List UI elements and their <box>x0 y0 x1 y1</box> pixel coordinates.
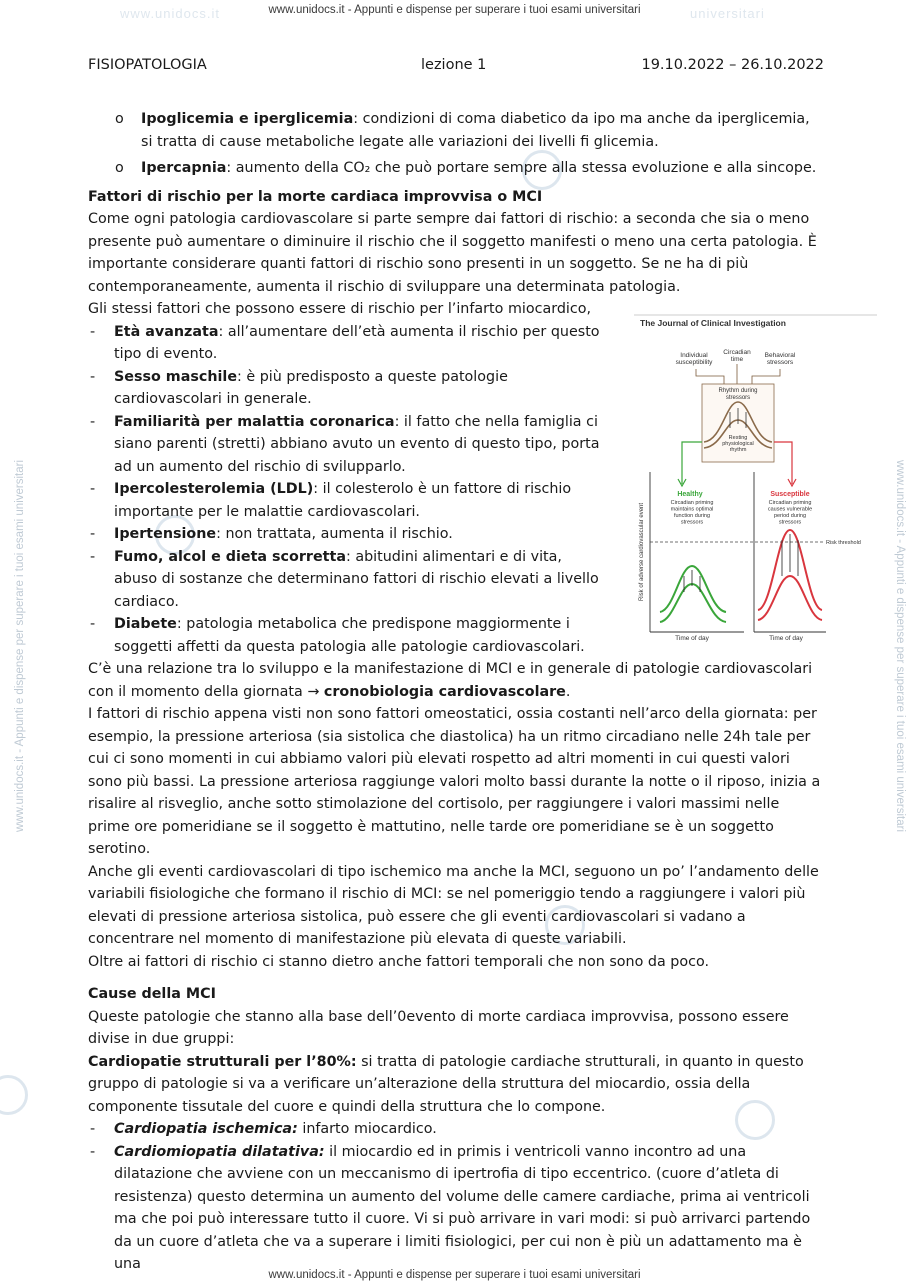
label-circadian: Circadian <box>723 349 751 356</box>
header-subject: FISIOPATOLOGIA <box>88 57 207 73</box>
section-heading: Cause della MCI <box>88 986 216 1002</box>
watermark-side-right: www.unidocs.it - Appunti e dispense per superare i tuoi esami universitari <box>894 459 906 833</box>
label-behavioral: Behavioral <box>764 352 796 359</box>
x-axis-label-susceptible: Time of day <box>769 635 803 642</box>
watermark-bottom: www.unidocs.it - Appunti e dispense per superare i tuoi esami universitari <box>268 1269 641 1281</box>
healthy-title: Healthy <box>677 491 703 498</box>
paragraph: C’è una relazione tra lo sviluppo e la manifestazione di MCI e in generale di patologie cardiovascolari con il momento della giornata → cronobiologia cardiovascolare. <box>88 661 813 700</box>
svg-text:Circadian primingmaintains opt: Circadian priming maintains optimal function during stressors <box>670 500 714 526</box>
paragraph: I fattori di rischio appena visti non sono fattori omeostatici, ossia costanti nell’arco della giornata: per esempio, la pressione arteriosa (sia sistolica che diastolica) ha un ritmo circadiano nelle 24h tale per cui ci sono momenti in cui abbiamo valori più elevati rospetto ad altri momenti in cui questi valori sono più bassi. La pressione arteriosa raggiunge valori molto bassi durante la notte o il riposo, inizia a risalire al risveglio, anche sotto stimolazione del cortisolo, per raggiungere i valori massimi nelle prime ore pomeridiane se il soggetto è mattutino, nelle tarde ore pomeridiane se è un soggetto serotino. <box>88 706 821 857</box>
circadian-risk-figure <box>634 314 877 644</box>
watermark-faint-left: www.unidocs.it <box>120 6 220 21</box>
list-item: - Diabete: patologia metabolica che predispone maggiormente i soggetti affetti da questa patologia alle patologie cardiovascolari. <box>90 616 585 655</box>
watermark-side-left: www.unidocs.it - Appunti e dispense per superare i tuoi esami universitari <box>14 459 26 833</box>
paragraph: Gli stessi fattori che possono essere di rischio per l’infarto miocardico, <box>88 301 592 317</box>
list-item: - Ipercolesterolemia (LDL): il colesterolo è un fattore di rischio importante per le malattie cardiovascolari. <box>90 481 572 520</box>
header-lesson: lezione 1 <box>421 57 487 73</box>
x-axis-label-healthy: Time of day <box>675 635 709 642</box>
svg-text:Rhythm duringstressors: Rhythm during stressors <box>718 388 758 401</box>
svg-text:Behavioralstressors: Behavioral stressors <box>764 352 796 366</box>
journal-title: The Journal of Clinical Investigation <box>640 318 786 328</box>
list-item: - Cardiopatia ischemica: infarto miocardico. <box>90 1121 437 1137</box>
paragraph: Come ogni patologia cardiovascolare si parte sempre dai fattori di rischio: a seconda che sia o meno presente può aumentare o diminuire il rischio che il soggetto manifesti o meno una certa patologia. È importante considerare quanti fattori di rischio sono presenti in un soggetto. Se ne ha di più contemporaneamente, aumenta il rischio di sviluppare una determinata patologia. <box>88 211 817 295</box>
watermark-logo-icon <box>0 1075 28 1115</box>
list-item: - Età avanzata: all’aumentare dell’età aumenta il rischio per questo tipo di evento. <box>90 323 600 362</box>
label-resting: Resting <box>728 435 748 441</box>
label-rhythm: Rhythm during <box>718 388 758 394</box>
document-body <box>88 108 822 1276</box>
paragraph: Queste patologie che stanno alla base dell’0evento di morte cardiaca improvvisa, possono essere divise in due gruppi: <box>88 1008 789 1047</box>
section-heading: Fattori di rischio per la morte cardiaca improvvisa o MCI <box>88 188 543 205</box>
paragraph: Oltre ai fattori di rischio ci stanno dietro anche fattori temporali che non sono da poco. <box>88 953 709 970</box>
list-item: - Sesso maschile: è più predisposto a queste patologie cardiovascolari in generale. <box>90 368 508 407</box>
list-item: - Cardiomiopatia dilatativa: il miocardio ed in primis i ventricoli vanno incontro ad una dilatazione che avviene con un meccanismo di ipertrofia di tipo eccentrico. (cuore d’atleta di resistenza) questo determina un aumento del volume delle camere cardiache, prima ai ventricoli ma che poi può interessare tutto il cuore. Vi si può arrivare in vari modi: si può arrivarci partendo da un cuore d’atleta che va a superare i limiti fisiologici, per cui non è più un adattamento ma è una <box>90 1143 811 1272</box>
watermark-top: www.unidocs.it - Appunti e dispense per superare i tuoi esami universitari <box>268 4 641 16</box>
list-item: - Familiarità per malattia coronarica: il fatto che nella famiglia ci siano parenti (stretti) abbiano avuto un evento di questo tipo, porta ad un aumento del rischio di svilupparlo. <box>90 413 600 475</box>
svg-text:Individualsusceptibility: Individual susceptibility <box>675 352 713 366</box>
list-item: o Ipercapnia: aumento della CO₂ che può portare sempre alla stessa evoluzione e alla sincope. <box>115 160 817 176</box>
list-item: o Ipoglicemia e iperglicemia: condizioni di coma diabetico da ipo ma anche da iperglicemia, si tratta di cause metaboliche legate alle variazioni dei livelli fi glicemia. <box>115 111 810 150</box>
list-item: - Ipertensione: non trattata, aumenta il rischio. <box>90 526 453 542</box>
svg-text:Circadian primingcauses vulner: Circadian priming causes vulnerable period during stressors <box>767 500 813 526</box>
header-dates: 19.10.2022 – 26.10.2022 <box>641 57 824 73</box>
y-axis-label: Risk of adverse cardiovascular event <box>639 502 645 602</box>
paragraph: Cardiopatie strutturali per l’80%: si tratta di patologie cardiache strutturali, in quanto in questo gruppo di patologie si va a verificare un’alterazione della struttura del miocardio, ossia della componente tissutale del cuore e quindi della struttura che lo compone. <box>88 1053 804 1115</box>
svg-text:Restingphysiologicalrhythm: Resting physiological rhythm <box>722 435 754 453</box>
label-individual: Individual <box>680 352 708 359</box>
list-item: - Fumo, alcol e dieta scorretta: abitudini alimentari e di vita, abuso di sostanze che determinano fattori di rischio elevati a livello cardiaco. <box>90 548 599 610</box>
susceptible-title: Susceptible <box>770 491 810 498</box>
risk-factor-list <box>88 321 608 659</box>
page-header <box>88 57 824 77</box>
risk-threshold-label: Risk threshold <box>826 540 861 546</box>
watermark-faint-right: universitari <box>690 6 765 21</box>
svg-text:Circadiantime: Circadian time <box>723 349 751 363</box>
paragraph: Anche gli eventi cardiovascolari di tipo ischemico ma anche la MCI, seguono un po’ l’andamento delle variabili fisiologiche che formano il rischio di MCI: se nel pomeriggio tendo a raggiungere i valori più elevati di pressione arteriosa sistolica, può essere che gli eventi cardiovascolari si vadano a concentrare nel momento di manifestazione più elevata di queste variabili. <box>88 863 819 947</box>
arrow-right-icon: → <box>307 683 324 700</box>
